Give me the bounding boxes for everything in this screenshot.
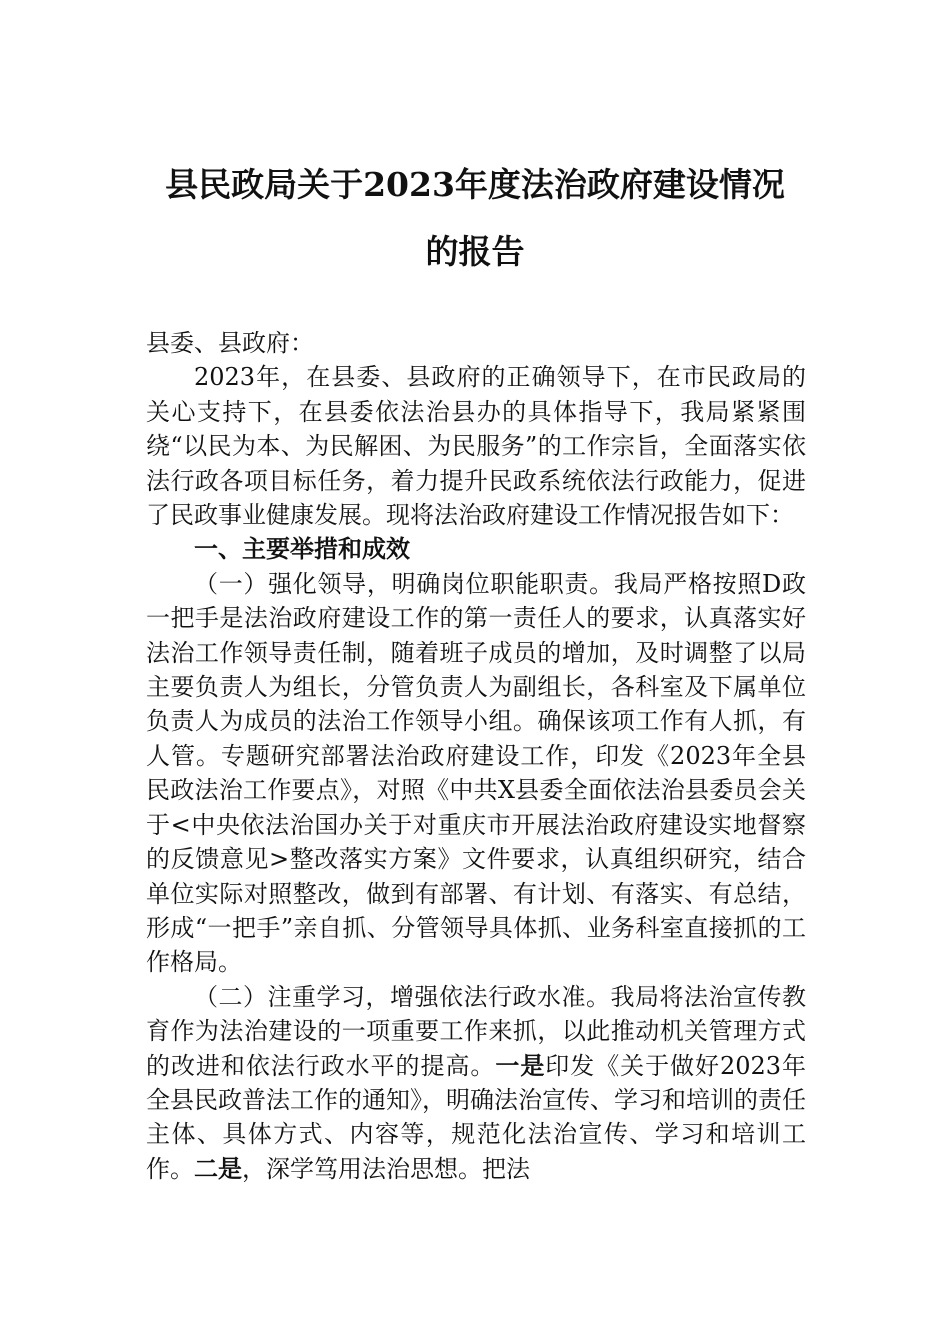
salutation: 县委、县政府： [146,329,314,357]
paragraph-1-2-body-a: 我局将法治宣传教育作为法治建设的一项重要工作来抓，以此推动机关管理方式的改进和依法行政水平的提高。 [146,982,806,1080]
paragraph-1-2-body-c: ，深学笃用法治思想。把法 [242,1154,530,1183]
paragraph-1-1-body: 我局严格按照D政一把手是法治政府建设工作的第一责任人的要求，认真落实好法治工作领导责任制，随着班子成员的增加，及时调整了以局主要负责人为组长，分管负责人为副组长，各科室及下属单位负责人为成员的法治工作领导小组。确保该项工作有人抓，有人管。专题研究部署法治政府建设工作，印发《2023年全县民政法治工作要点》，对照《中共X县委全面依法治县委员会关于<中央依法治国办关于对重庆市开展法治政府建设实地督察的反馈意见>整改落实方案》文件要求，认真组织研究，结合单位实际对照整改，做到有部署、有计划、有落实、有总结，形成“一把手”亲自抓、分管领导具体抓、业务科室直接抓的工作格局。 [146,569,807,977]
paragraph-1-2-body-b: 印发《关于做好2023年全县民政普法工作的通知》，明确法治宣传、学习和培训的责任主体、具体方式、内容等，规范化法治宣传、学习和培训工作。 [146,1051,807,1183]
document-body [146,326,806,1186]
intro-paragraph: 2023年，在县委、县政府的正确领导下，在市民政局的关心支持下，在县委依法治县办的具体指导下，我局紧紧围绕“以民为本、为民解困、为民服务”的工作宗旨，全面落实依法行政各项目标任务，着力提升民政系统依法行政能力，促进了民政事业健康发展。现将法治政府建设工作情况报告如下： [146,363,806,530]
paragraph-1-2-emphasis-2: 二是 [194,1153,242,1183]
paragraph-1-1 [146,567,806,980]
document-title-line-2: 的报告 [425,232,525,271]
paragraph-1-2-title: （二）注重学习，增强依法行政水准。 [194,982,611,1011]
document-title-line-1: 县民政局关于2023年度法治政府建设情况 [165,165,785,204]
paragraph-1-1-title: （一）强化领导，明确岗位职能职责。 [194,569,614,598]
section-heading-1: 一、主要举措和成效 [194,535,410,564]
paragraph-1-2-emphasis-1: 一是 [495,1050,546,1080]
paragraph-1-2 [146,980,806,1186]
